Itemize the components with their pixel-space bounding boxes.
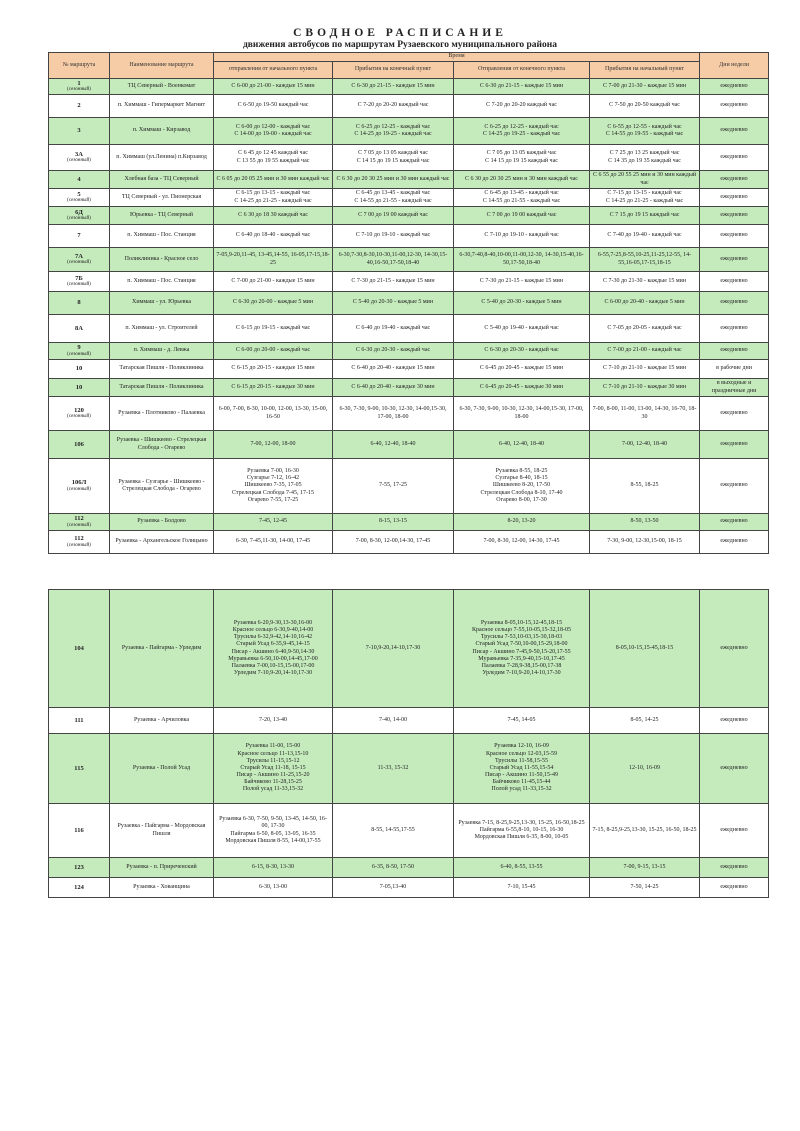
header-departure-start: отправления от начального пункта: [214, 62, 333, 79]
route-number-cell: [49, 459, 110, 514]
route-number: 3А: [75, 150, 83, 158]
route-number-cell: [49, 804, 110, 858]
arrival-start-cell: 7-30, 9-00, 12-30,15-00, 18-15: [590, 531, 700, 554]
departure-end-cell: 7-10, 15-45: [454, 878, 590, 898]
route-name-cell: Рузаевка - Пайгарма - Урледим: [110, 590, 214, 708]
route-name-cell: Татарская Пишля - Поликлиника: [110, 379, 214, 397]
route-name-cell: Хлебная база - ТЦ Северный: [110, 171, 214, 189]
arrival-end-cell: С 6 30 до 20 30 25 мин и 30 мин каждый час: [333, 171, 454, 189]
days-cell: ежедневно: [700, 145, 769, 171]
departure-start-cell: С 6-00 до 21-00 - каждые 15 мин: [214, 79, 333, 95]
arrival-end-cell: 6-35, 8-50, 17-50: [333, 858, 454, 878]
arrival-start-cell: 7-00, 12-40, 18-40: [590, 431, 700, 459]
route-number-cell: [49, 248, 110, 272]
route-type: (сезонный): [67, 542, 91, 548]
departure-start-cell: С 6-15 до 13-15 - каждый час С 14-25 до 21-25 - каждый час: [214, 189, 333, 207]
arrival-end-cell: С 7-20 до 20-20 каждый час: [333, 95, 454, 118]
table-row: [49, 272, 769, 292]
route-name-cell: п. Химмаш - Гипермаркет Магнит: [110, 95, 214, 118]
departure-start-cell: 6-00, 7-00, 8-30, 10-00, 12-00, 13-30, 15-00, 16-50: [214, 397, 333, 431]
route-name-cell: Поликлиника - Красное село: [110, 248, 214, 272]
route-number-cell: [49, 95, 110, 118]
arrival-end-cell: 6-40, 12-40, 18-40: [333, 431, 454, 459]
arrival-end-cell: С 7-30 до 21-15 - каждые 15 мин: [333, 272, 454, 292]
arrival-end-cell: С 7-10 до 19-10 - каждый час: [333, 225, 454, 248]
arrival-end-cell: С 6-40 до 20-40 - каждые 30 мин: [333, 379, 454, 397]
route-type: (сезонный): [67, 351, 91, 357]
days-cell: ежедневно: [700, 118, 769, 145]
departure-start-cell: С 6-00 до 20-00 - каждый час: [214, 343, 333, 360]
arrival-end-cell: 6-30,7-30,8-30,10-30,11-00,12-30, 14-30,15-40,16-50,17-50,18-40: [333, 248, 454, 272]
schedule-table-2: [48, 589, 769, 898]
route-name-cell: Рузаевка - Плотниково - Палаевка: [110, 397, 214, 431]
route-number-cell: [49, 379, 110, 397]
route-number: 123: [74, 863, 84, 871]
route-name-cell: Юрьевка - ТЦ Северный: [110, 207, 214, 225]
departure-end-cell: С 7 05 до 13 05 каждый час С 14 15 до 19 15 каждый час: [454, 145, 590, 171]
departure-start-cell: С 6-15 до 19-15 - каждый час: [214, 315, 333, 343]
route-name-cell: Рузаевка - Болдово: [110, 514, 214, 531]
route-number: 106: [74, 440, 84, 448]
arrival-start-cell: С 7-05 до 20-05 - каждый час: [590, 315, 700, 343]
arrival-start-cell: С 7-30 до 21-30 - каждые 15 мин: [590, 272, 700, 292]
route-type: (сезонный): [67, 87, 91, 93]
route-name-cell: Рузаевка - Хованщина: [110, 878, 214, 898]
departure-end-cell: 7-45, 14-05: [454, 708, 590, 734]
departure-start-cell: 7-05,9-20,11-45, 13-45,14-55, 16-05,17-15,18-25: [214, 248, 333, 272]
departure-end-cell: Рузаевка 7-15, 8-25,9-25,13-30, 15-25, 16-50,18-25 Пайгарма 6-55,8-10, 10-15, 16-30 Мордовская Пишля 6-35, 8-00, 10-05: [454, 804, 590, 858]
departure-start-cell: С 6 05 до 20 05 25 мин и 30 мин каждый час: [214, 171, 333, 189]
route-number: 3: [77, 127, 81, 135]
route-number: 9: [77, 344, 81, 352]
arrival-start-cell: С 7-00 до 21-00 - каждый час: [590, 343, 700, 360]
table-row: [49, 804, 769, 858]
departure-end-cell: С 5-40 до 20-30 - каждые 5 мин: [454, 292, 590, 315]
route-name-cell: ТЦ Северный - ул. Пионерская: [110, 189, 214, 207]
departure-start-cell: Рузаевка 6-30, 7-50, 9-50, 13-45, 14-50, 16-00, 17-30 Пайгарма 6-50, 8-05, 13-05, 16-35 Мордовская Пишля 8-55, 14-00,17-55: [214, 804, 333, 858]
route-name-cell: Рузаевка - Сузгарье - Шишкеево - Стрелецкая Слобода - Огарево: [110, 459, 214, 514]
route-number: 5: [77, 190, 81, 198]
departure-start-cell: С 6-30 до 20-00 - каждые 5 мин: [214, 292, 333, 315]
route-number: 124: [74, 883, 84, 891]
route-number: 2: [77, 102, 81, 110]
departure-start-cell: С 6 30 до 18 30 каждый час: [214, 207, 333, 225]
departure-start-cell: Рузаевка 6-20,9-30,13-30,16-00 Красное сельцо 6-30,9-40,14-00 Трусилы 6-32,9-42,14-10,16-42 Старый Усад 6-35,9-45,14-15 Писар - Акшино 6-40,9-50,14-30 Муравьевка 6-50,10-00,14-45,17-00 Палаевка 7-00,10-15,15-00,17-00 Урледим 7-10,9-20,14-10,17-30: [214, 590, 333, 708]
departure-end-cell: С 6-45 до 20-45 - каждые 15 мин: [454, 360, 590, 379]
departure-start-cell: С 6-40 до 18-40 - каждый час: [214, 225, 333, 248]
arrival-start-cell: С 7-50 до 20-50 каждый час: [590, 95, 700, 118]
route-number: 112: [74, 535, 84, 543]
arrival-end-cell: 8-55, 14-55,17-55: [333, 804, 454, 858]
departure-start-cell: С 6-15 до 20-15 - каждые 30 мин: [214, 379, 333, 397]
route-type: (сезонный): [67, 282, 91, 288]
route-number-cell: [49, 118, 110, 145]
arrival-start-cell: С 6-55 до 12-55 - каждый час С 14-55 до 19-55 - каждый час: [590, 118, 700, 145]
departure-end-cell: 6-30, 7-30, 9-00, 10-30, 12-30, 14-00,15-30, 17-00, 18-00: [454, 397, 590, 431]
route-number: 106Л: [71, 479, 87, 487]
departure-start-cell: С 6-00 до 12-00 - каждый час С 14-00 до 19-00 - каждый час: [214, 118, 333, 145]
departure-start-cell: С 6 45 до 12 45 каждый час С 13 55 до 19 55 каждый час: [214, 145, 333, 171]
route-number: 111: [74, 716, 84, 724]
departure-start-cell: 6-30, 13-00: [214, 878, 333, 898]
table-row: [49, 343, 769, 360]
departure-start-cell: 7-45, 12-45: [214, 514, 333, 531]
table-row: [49, 514, 769, 531]
departure-end-cell: С 7 00 до 19 00 каждый час: [454, 207, 590, 225]
departure-end-cell: С 6-30 до 21-15 - каждые 15 мин: [454, 79, 590, 95]
route-number-cell: [49, 590, 110, 708]
route-number-cell: [49, 397, 110, 431]
route-number-cell: [49, 292, 110, 315]
route-name-cell: п. Химмаш - Кирзавод: [110, 118, 214, 145]
days-cell: ежедневно: [700, 292, 769, 315]
days-cell: ежедневно: [700, 95, 769, 118]
arrival-end-cell: 7-10,9-20,14-10,17-30: [333, 590, 454, 708]
departure-end-cell: С 7-30 до 21-15 - каждые 15 мин: [454, 272, 590, 292]
days-cell: в рабочие дни: [700, 360, 769, 379]
route-name-cell: Рузаевка - Архангельское Голицыно: [110, 531, 214, 554]
route-number: 6Д: [75, 208, 83, 216]
route-number: 7: [77, 232, 81, 240]
route-type: (сезонный): [67, 216, 91, 222]
route-name-cell: п. Химмаш - д. Левжа: [110, 343, 214, 360]
header-arrival-start: Прибытия на начальный пункт: [590, 62, 700, 79]
table-row: [49, 292, 769, 315]
days-cell: ежедневно: [700, 734, 769, 804]
arrival-end-cell: С 6-40 до 20-40 - каждые 15 мин: [333, 360, 454, 379]
header-arrival-end: Прибытия на конечный пункт: [333, 62, 454, 79]
days-cell: ежедневно: [700, 878, 769, 898]
departure-end-cell: 6-40, 8-55, 13-55: [454, 858, 590, 878]
route-name-cell: п. Химмаш (ул.Ленина) п.Кирзавод: [110, 145, 214, 171]
days-cell: ежедневно: [700, 590, 769, 708]
table-row: [49, 225, 769, 248]
days-cell: ежедневно: [700, 459, 769, 514]
route-name-cell: Рузаевка - Арчиловка: [110, 708, 214, 734]
departure-end-cell: Рузаевка 8-05,10-15,12-45,18-15 Красное сельцо 7-55,10-05,15-32,18-05 Трусилы 7-53,10-03,15-30,18-03 Старый Усад 7-50,10-00,15-29,18-00 Писар - Акшино 7-45,9-50,15-20,17-55 Муравьевка 7-35,9-40,15-10,17-45 Палаевка 7-28,9-38,15-00,17-38 Урледим 7-10,9-20,14-10,17-30: [454, 590, 590, 708]
arrival-end-cell: С 6-30 до 20-30 - каждый час: [333, 343, 454, 360]
route-type: (сезонный): [67, 414, 91, 420]
departure-start-cell: 6-15, 8-30, 13-30: [214, 858, 333, 878]
departure-start-cell: 7-20, 13-40: [214, 708, 333, 734]
route-number: 8А: [75, 324, 83, 332]
arrival-end-cell: 8-15, 13-15: [333, 514, 454, 531]
route-number: 10: [75, 365, 83, 373]
arrival-end-cell: 6-30, 7-30, 9-00, 10-30, 12-30, 14-00,15-30, 17-00, 18-00: [333, 397, 454, 431]
route-number-cell: [49, 207, 110, 225]
table-row: [49, 118, 769, 145]
departure-start-cell: Рузаевка 11-00, 15-00 Красное сельцо 11-13,15-10 Трусилы 11-15,15-12 Старый Усад 11-18, 15-15 Писар - Акшино 11-25,15-20 Байчиково 11-28,15-25 Полой усад 11-33,15-32: [214, 734, 333, 804]
arrival-start-cell: 6-55,7-25,8-55,10-25,11-25,12-55, 14-55,16-05,17-15,18-15: [590, 248, 700, 272]
arrival-end-cell: С 6-30 до 21-15 - каждые 15 мин: [333, 79, 454, 95]
route-number: 115: [74, 764, 84, 772]
route-number-cell: [49, 514, 110, 531]
route-number: 112: [74, 515, 84, 523]
route-name-cell: п. Химмаш - Пос. Станция: [110, 272, 214, 292]
arrival-start-cell: 8-05,10-15,15-45,18-15: [590, 590, 700, 708]
arrival-start-cell: С 7-40 до 19-40 - каждый час: [590, 225, 700, 248]
arrival-start-cell: 7-15, 8-25,9-25,13-30, 15-25, 16-50, 18-25: [590, 804, 700, 858]
arrival-end-cell: С 7 05 до 13 05 каждый час С 14 15 до 19 15 каждый час: [333, 145, 454, 171]
departure-end-cell: С 6 30 до 20 30 25 мин и 30 мин каждый час: [454, 171, 590, 189]
days-cell: ежедневно: [700, 225, 769, 248]
departure-start-cell: С 6-15 до 20-15 - каждые 15 мин: [214, 360, 333, 379]
arrival-start-cell: С 7 15 до 19 15 каждый час: [590, 207, 700, 225]
days-cell: ежедневно: [700, 189, 769, 207]
route-number-cell: [49, 145, 110, 171]
departure-start-cell: Рузаевка 7-00, 16-30 Сузгарье 7-12, 16-42 Шишкеево 7-35, 17-05 Стрелецкая Слобода 7-45, 17-15 Огарево 7-55, 17-25: [214, 459, 333, 514]
route-number-cell: [49, 171, 110, 189]
days-cell: ежедневно: [700, 397, 769, 431]
route-name-cell: Татарская Пишля - Поликлиника: [110, 360, 214, 379]
table-row: [49, 734, 769, 804]
route-number: 7Б: [75, 274, 83, 282]
route-type: (сезонный): [67, 198, 91, 204]
route-number: 104: [74, 644, 84, 652]
days-cell: ежедневно: [700, 343, 769, 360]
route-number-cell: [49, 431, 110, 459]
table-row: [49, 379, 769, 397]
route-number: 7А: [75, 252, 83, 260]
route-number-cell: [49, 189, 110, 207]
route-number-cell: [49, 343, 110, 360]
route-name-cell: п. Химмаш - Пос. Станция: [110, 225, 214, 248]
arrival-start-cell: 7-50, 14-25: [590, 878, 700, 898]
table-row: [49, 590, 769, 708]
arrival-start-cell: 8-05, 14-25: [590, 708, 700, 734]
arrival-end-cell: 7-05,13-40: [333, 878, 454, 898]
departure-end-cell: 7-00, 8-30, 12-00, 14-30, 17-45: [454, 531, 590, 554]
route-number-cell: [49, 531, 110, 554]
table-row: [49, 189, 769, 207]
departure-start-cell: 6-30, 7-45,11-30, 14-00, 17-45: [214, 531, 333, 554]
route-number-cell: [49, 734, 110, 804]
table-row: [49, 360, 769, 379]
days-cell: ежедневно: [700, 79, 769, 95]
days-cell: ежедневно: [700, 207, 769, 225]
route-type: (сезонный): [67, 158, 91, 164]
route-type: (сезонный): [67, 522, 91, 528]
table-row: [49, 79, 769, 95]
departure-start-cell: С 7-00 до 21-00 - каждые 15 мин: [214, 272, 333, 292]
route-number-cell: [49, 360, 110, 379]
table-row: [49, 171, 769, 189]
arrival-start-cell: 12-10, 16-09: [590, 734, 700, 804]
days-cell: ежедневно: [700, 248, 769, 272]
days-cell: ежедневно: [700, 171, 769, 189]
table-row: [49, 397, 769, 431]
route-number: 1: [77, 79, 81, 87]
departure-end-cell: 8-20, 13-20: [454, 514, 590, 531]
arrival-start-cell: С 7-15 до 13-15 - каждый час С 14-25 до 21-25 - каждый час: [590, 189, 700, 207]
arrival-start-cell: С 6 55 до 20 55 25 мин и 30 мин каждый час: [590, 171, 700, 189]
header-days: Дни недели: [700, 53, 769, 79]
arrival-end-cell: 11-33, 15-32: [333, 734, 454, 804]
route-number: 120: [74, 406, 84, 414]
arrival-start-cell: 8-55, 18-25: [590, 459, 700, 514]
route-number: 8: [77, 299, 81, 307]
table-row: [49, 878, 769, 898]
departure-start-cell: 7-00, 12-00, 18-00: [214, 431, 333, 459]
route-number-cell: [49, 79, 110, 95]
table-row: [49, 145, 769, 171]
arrival-end-cell: 7-55, 17-25: [333, 459, 454, 514]
table-row: [49, 95, 769, 118]
departure-end-cell: С 6-45 до 13-45 - каждый час С 14-55 до 21-55 - каждый час: [454, 189, 590, 207]
arrival-start-cell: С 7 25 до 13 25 каждый час С 14 35 до 19 35 каждый час: [590, 145, 700, 171]
route-type: (сезонный): [67, 260, 91, 266]
departure-end-cell: С 7-10 до 19-10 - каждый час: [454, 225, 590, 248]
departure-end-cell: Рузаевка 12-10, 16-09 Красное сельцо 12-03,15-59 Трусилы 11-58,15-55 Старый Усад 11-55,15-54 Писар - Акшино 11-50,15-49 Байчиково 11-45,15-44 Полой усад 11-33,15-32: [454, 734, 590, 804]
route-name-cell: Рузаевка - Пайгарма - Мордовская Пишля: [110, 804, 214, 858]
arrival-start-cell: 8-50, 13-50: [590, 514, 700, 531]
header-route-name: Наименование маршрута: [110, 53, 214, 79]
arrival-end-cell: С 6-40 до 19-40 - каждый час: [333, 315, 454, 343]
departure-end-cell: 6-30,7-40,8-40,10-00,11-00,12-30, 14-30,15-40,16-50,17-50,18-40: [454, 248, 590, 272]
route-number: 116: [74, 826, 84, 834]
table-row: [49, 248, 769, 272]
departure-end-cell: С 6-25 до 12-25 - каждый час С 14-25 до 19-25 - каждый час: [454, 118, 590, 145]
table-row: [49, 207, 769, 225]
arrival-start-cell: С 7-10 до 21-10 - каждые 30 мин: [590, 379, 700, 397]
route-name-cell: Рузаевка - п. Приреченский: [110, 858, 214, 878]
arrival-end-cell: 7-00, 8-30, 12-00,14-30, 17-45: [333, 531, 454, 554]
route-number-cell: [49, 272, 110, 292]
document-title: СВОДНОЕ РАСПИСАНИЕ: [293, 27, 507, 39]
route-number-cell: [49, 315, 110, 343]
document-subtitle: движения автобусов по маршрутам Рузаевского муниципального района: [243, 40, 557, 50]
route-name-cell: ТЦ Северный - Военкомат: [110, 79, 214, 95]
arrival-start-cell: С 7-00 до 21-30 - каждые 15 мин: [590, 79, 700, 95]
header-departure-end: Отправления от конечного пункта: [454, 62, 590, 79]
table-row: [49, 708, 769, 734]
route-number: 4: [77, 175, 81, 183]
departure-end-cell: С 6-45 до 20-45 - каждые 30 мин: [454, 379, 590, 397]
route-number: 10: [75, 383, 83, 391]
arrival-start-cell: 7-00, 9-15, 13-15: [590, 858, 700, 878]
table-row: [49, 315, 769, 343]
arrival-start-cell: С 7-10 до 21-10 - каждые 15 мин: [590, 360, 700, 379]
route-type: (сезонный): [67, 486, 91, 492]
departure-end-cell: Рузаевка 8-55, 18-25 Сузгарье 8-40, 18-15 Шишкеево 8-20, 17-50 Стрелецкая Слобода 8-10, 17-40 Огарево 8-00, 17-30: [454, 459, 590, 514]
route-number-cell: [49, 858, 110, 878]
departure-start-cell: С 6-50 до 19-50 каждый час: [214, 95, 333, 118]
days-cell: ежедневно: [700, 315, 769, 343]
days-cell: ежедневно: [700, 708, 769, 734]
arrival-end-cell: С 6-45 до 13-45 - каждый час С 14-55 до 21-55 - каждый час: [333, 189, 454, 207]
days-cell: ежедневно: [700, 531, 769, 554]
header-time: Время: [214, 53, 700, 62]
table-row: [49, 459, 769, 514]
route-name-cell: Рузаевка - Полой Усад: [110, 734, 214, 804]
days-cell: в выходные и праздничные дни: [700, 379, 769, 397]
route-name-cell: Химмаш - ул. Юрьевка: [110, 292, 214, 315]
route-number-cell: [49, 878, 110, 898]
days-cell: ежедневно: [700, 804, 769, 858]
table-row: [49, 858, 769, 878]
arrival-end-cell: С 7 00 до 19 00 каждый час: [333, 207, 454, 225]
arrival-end-cell: С 5-40 до 20-30 - каждые 5 мин: [333, 292, 454, 315]
route-number-cell: [49, 708, 110, 734]
days-cell: ежедневно: [700, 858, 769, 878]
departure-end-cell: С 7-20 до 20-20 каждый час: [454, 95, 590, 118]
route-name-cell: п. Химмаш - ул. Строителей: [110, 315, 214, 343]
table-row: [49, 431, 769, 459]
route-name-cell: Рузаевка - Шишкеево - Стрелецкая Слобода - Огарево: [110, 431, 214, 459]
schedule-table-1: [48, 52, 769, 554]
arrival-start-cell: С 6-00 до 20-40 - каждые 5 мин: [590, 292, 700, 315]
days-cell: ежедневно: [700, 514, 769, 531]
departure-end-cell: С 5-40 до 19-40 - каждый час: [454, 315, 590, 343]
table-row: [49, 531, 769, 554]
departure-end-cell: 6-40, 12-40, 18-40: [454, 431, 590, 459]
days-cell: ежедневно: [700, 431, 769, 459]
arrival-start-cell: 7-00, 8-00, 11-00, 13-00, 14-30, 16-70, 18-30: [590, 397, 700, 431]
days-cell: ежедневно: [700, 272, 769, 292]
arrival-end-cell: 7-40, 14-00: [333, 708, 454, 734]
arrival-end-cell: С 6-25 до 12-25 - каждый час С 14-25 до 19-25 - каждый час: [333, 118, 454, 145]
route-number-cell: [49, 225, 110, 248]
departure-end-cell: С 6-30 до 20-30 - каждый час: [454, 343, 590, 360]
header-route-number: № маршрута: [49, 53, 110, 79]
